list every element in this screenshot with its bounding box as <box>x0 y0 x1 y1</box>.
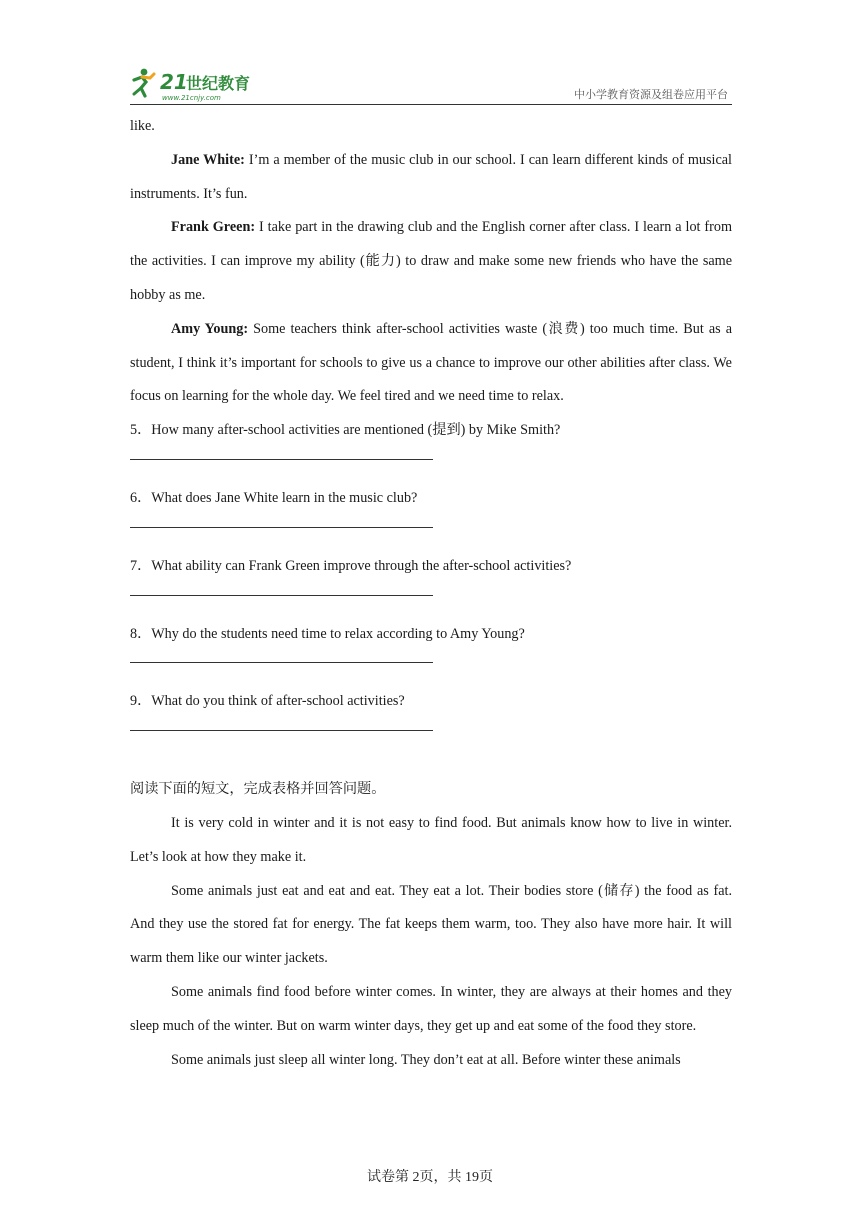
logo-21cnjy <box>130 66 270 102</box>
passage-paragraph-4: Some animals just sleep all winter long. They don’t eat at all. Before winter these animals <box>171 1051 681 1068</box>
passage-paragraph-3: Some animals find food before winter comes. In winter, they are always at their homes and they sleep much of the winter. But on warm winter days, they get up and eat some of the food they store. <box>130 983 732 1034</box>
question-8: 8．Why do the students need time to relax according to Amy Young? <box>130 625 525 642</box>
answer-line-6[interactable] <box>130 527 433 528</box>
speaker-name: Jane White: <box>171 151 245 168</box>
document-body <box>130 110 732 1077</box>
question-6: 6．What does Jane White learn in the music club? <box>130 489 418 506</box>
svg-text:21: 21 <box>160 70 188 94</box>
question-7: 7．What ability can Frank Green improve through the after-school activities? <box>130 557 572 574</box>
paragraph-text: I’m a member of the music club in our school. I can learn different kinds of musical instruments. It’s fun. <box>130 151 732 202</box>
page-header <box>130 60 732 105</box>
section-gap <box>130 753 732 773</box>
svg-text:www.21cnjy.com: www.21cnjy.com <box>162 94 221 102</box>
answer-line-7[interactable] <box>130 595 433 596</box>
passage-paragraph-1: It is very cold in winter and it is not easy to find food. But animals know how to live in winter. Let’s look at how they make it. <box>130 814 732 865</box>
answer-line-8[interactable] <box>130 662 433 663</box>
page-footer: 试卷第 2页，共 19页 <box>367 1170 493 1185</box>
svg-text:世纪教育: 世纪教育 <box>186 74 251 93</box>
speaker-name: Amy Young: <box>171 320 249 337</box>
section-instruction: 阅读下面的短文，完成表格并回答问题。 <box>130 781 386 798</box>
continued-line: like. <box>130 118 155 134</box>
passage-paragraph-2: Some animals just eat and eat and eat. They eat a lot. Their bodies store (储存) the food as fat. And they use the stored fat for energy. The fat keeps them warm, too. They also have more hair. It will warm them like our winter jackets. <box>130 882 732 967</box>
paragraph-text: I take part in the drawing club and the English corner after class. I learn a lot from the activities. I can improve my ability (能力) to draw and make some new friends who have the same hobby as me. <box>130 219 733 303</box>
paragraph-frank-green <box>130 211 732 312</box>
paragraph-text: Some teachers think after-school activities waste (浪费) too much time. But as a student, I think it’s important for schools to give us a chance to improve our other abilities after class. We focus on learning for the whole day. We feel tired and we need time to relax. <box>130 320 732 405</box>
paragraph-jane-white <box>130 144 732 212</box>
runner-icon <box>134 69 154 96</box>
answer-line-5[interactable] <box>130 459 433 460</box>
header-platform-text: 中小学教育资源及组卷应用平台 <box>574 88 728 101</box>
speaker-name: Frank Green: <box>171 219 256 236</box>
question-9: 9．What do you think of after-school activities? <box>130 693 405 710</box>
answer-line-9[interactable] <box>130 730 433 731</box>
paragraph-amy-young <box>130 313 732 414</box>
question-5: 5．How many after-school activities are mentioned (提到) by Mike Smith? <box>130 422 561 439</box>
